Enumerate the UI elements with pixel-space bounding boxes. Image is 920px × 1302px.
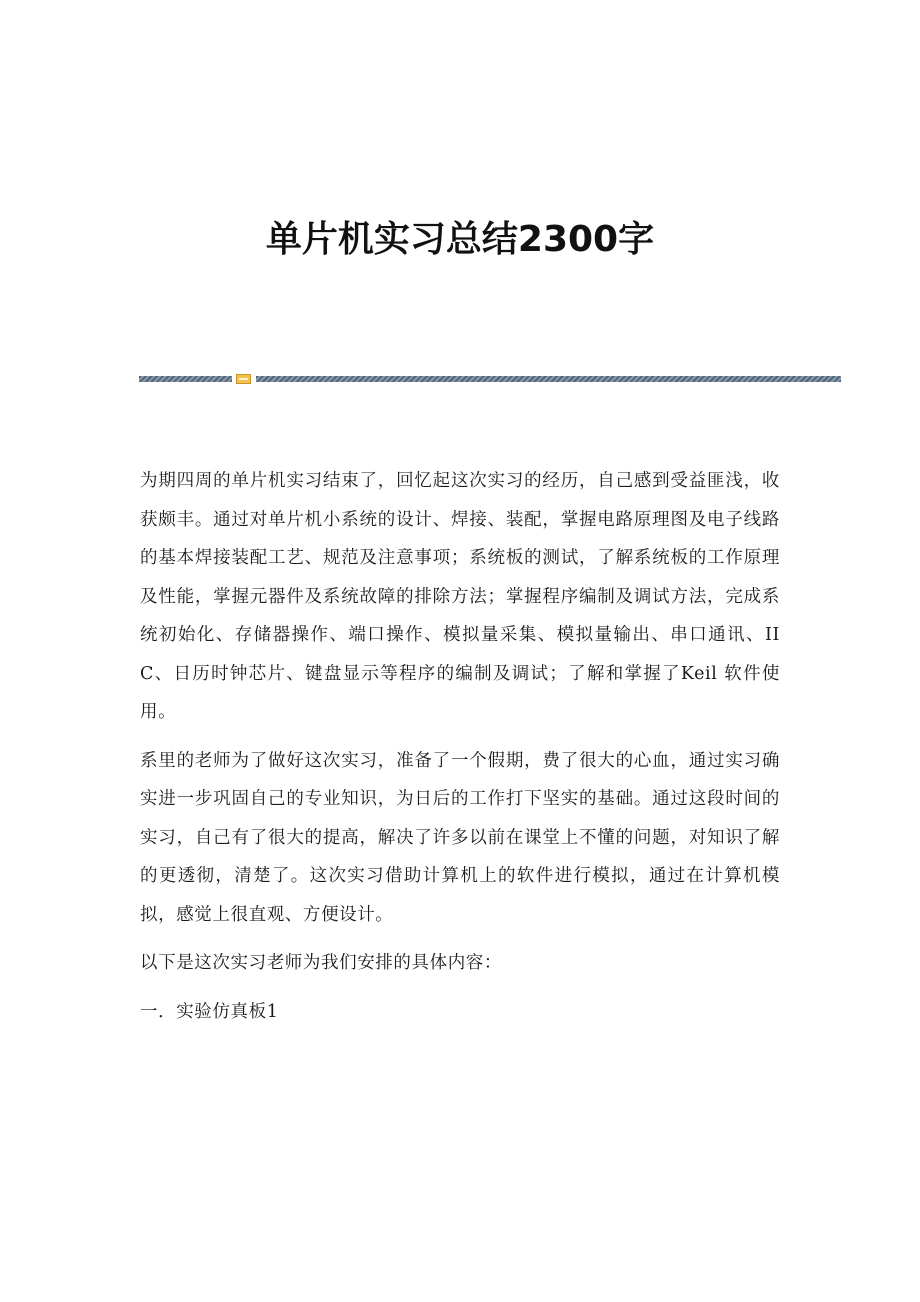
divider-bar-left [139,376,232,382]
document-body [140,462,780,1041]
title-divider [139,374,841,384]
divider-emblem-icon [236,374,251,384]
page-title: 单片机实习总结2300字 [265,219,655,260]
section-heading-1: 一．实验仿真板1 [140,1001,279,1022]
paragraph-teachers: 系里的老师为了做好这次实习，准备了一个假期，费了很大的心血，通过实习确实进一步巩固自己的专业知识，为日后的工作打下坚实的基础。通过这段时间的实习，自己有了很大的提高，解决了许多以前在课堂上不懂的问题，对知识了解的更透彻，清楚了。这次实习借助计算机上的软件进行模拟，通过在计算机模拟，感觉上很直观、方便设计。 [140,750,780,925]
paragraph-intro: 为期四周的单片机实习结束了，回忆起这次实习的经历，自己感到受益匪浅，收获颇丰。通过对单片机小系统的设计、焊接、装配，掌握电路原理图及电子线路的基本焊接装配工艺、规范及注意事项；系统板的测试，了解系统板的工作原理及性能，掌握元器件及系统故障的排除方法；掌握程序编制及调试方法，完成系统初始化、存储器操作、端口操作、模拟量采集、模拟量输出、串口通讯、IIC、日历时钟芯片、键盘显示等程序的编制及调试；了解和掌握了Keil 软件使用。 [140,471,780,722]
paragraph-content-intro: 以下是这次实习老师为我们安排的具体内容： [140,953,502,973]
divider-bar-right [256,376,841,382]
